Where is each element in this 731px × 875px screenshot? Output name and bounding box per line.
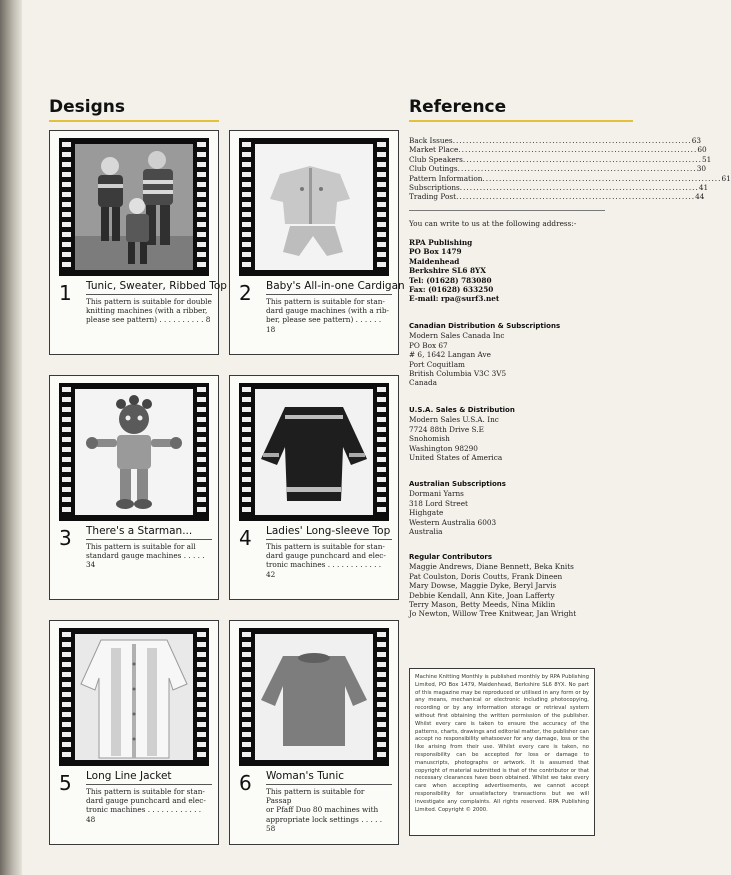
- australia-block: Australian Subscriptions Dormani Yarns 318 Lord Street Highgate Western Australia 6003 Australia: [409, 480, 609, 536]
- design-caption: [86, 525, 212, 570]
- reference-heading: Reference: [409, 97, 507, 117]
- design-photo-5: [75, 634, 193, 760]
- design-title: Ladies' Long-sleeve Top: [266, 525, 391, 537]
- design-description: This pattern is suitable for double knitting machines (with a ribber, please see pattern) . . . . . . . . . . 8: [86, 297, 212, 325]
- design-description: This pattern is suitable for all standard gauge machines . . . . . 34: [86, 542, 205, 570]
- reference-rule: [409, 120, 633, 122]
- usa-block: U.S.A. Sales & Distribution Modern Sales U.S.A. Inc 7724 88th Drive S.E Snohomish Washington 98290 United States of America: [409, 406, 609, 462]
- design-photo-6: [255, 634, 373, 760]
- section-subheading: Canadian Distribution & Subscriptions: [409, 322, 561, 330]
- designs-rule: [49, 120, 219, 122]
- design-photo-2: [255, 144, 373, 270]
- design-caption: [86, 280, 227, 325]
- film-strip: [59, 383, 209, 521]
- legal-notice-text: Machine Knitting Monthly is published monthly by RPA Publishing Limited, PO Box 1479, Maidenhead, Berkshire SL6 8YX. No part of this magazine may be reproduced or utilised in any form or by any means, mechanical or electronic including photocopying, recording or by any information storage or retrieval system without first obtaining the written permission of the publisher. Whilst every care is taken to ensure the accuracy of the patterns, charts, drawings and editorial matter, the publisher can accept no responsibility whatsoever for any damage, loss or the like arising from their use. Whilst every care is taken, no responsibility can be accepted for loss or damage to manuscripts, photographs or artwork. It is assumed that copyright of material submitted is that of the contributor or that necessary clearances have been obtained. Whilst we take every care when accepting advertisements, we cannot accept responsibility for unsatisfactory transactions but we will investigate any complaints. All rights reserved. RPA Publishing Limited. Copyright © 2000.: [415, 674, 589, 813]
- knitwear-photo-illustration: [75, 634, 193, 760]
- design-card-6[interactable]: [229, 620, 399, 845]
- design-title: Baby's All-in-one Cardigan: [266, 280, 405, 292]
- reference-index-row[interactable]: Market Place ..... 60: [409, 145, 605, 154]
- section-subheading: Australian Subscriptions: [409, 480, 506, 488]
- design-photo-4: [255, 389, 373, 515]
- reference-index: [409, 136, 731, 202]
- design-description: This pattern is suitable for stan- dard gauge punchcard and elec- tronic machines . . . . . . . . . . . . 48: [86, 787, 206, 824]
- design-caption: [266, 770, 392, 833]
- knitwear-photo-illustration: [255, 634, 373, 760]
- canada-block: Canadian Distribution & Subscriptions Modern Sales Canada Inc PO Box 67 # 6, 1642 Langan Ave Port Coquitlam British Columbia V3C 3V5 Canada: [409, 322, 609, 388]
- design-title: There's a Starman...: [86, 525, 193, 537]
- design-photo-1: [75, 144, 193, 270]
- design-number: 1: [59, 281, 72, 305]
- reference-index-row[interactable]: Club Outings ..... 30: [409, 164, 605, 173]
- design-caption: [266, 525, 392, 579]
- design-card-2[interactable]: [229, 130, 405, 355]
- design-description: This pattern is suitable for stan- dard gauge machines (with a rib- ber, please see pattern) . . . . . . 18: [266, 297, 390, 334]
- knitwear-photo-illustration: [255, 389, 373, 515]
- section-subheading: U.S.A. Sales & Distribution: [409, 406, 515, 414]
- design-number: 2: [239, 281, 252, 305]
- design-card-5[interactable]: [49, 620, 219, 845]
- film-strip: [239, 138, 389, 276]
- contributors-block: Regular Contributors Maggie Andrews, Diane Bennett, Beka Knits Pat Coulston, Doris Coutts, Frank Dineen Mary Dowse, Maggie Dyke, Beryl Jarvis Debbie Kendall, Ann Kite, Joan Lafferty Terry Mason, Betty Meeds, Nina Miklin Jo Newton, Willow Tree Knitwear, Jan Wright: [409, 553, 624, 619]
- design-title: Tunic, Sweater, Ribbed Top: [86, 280, 227, 292]
- divider: [409, 210, 605, 211]
- reference-index-row[interactable]: Club Speakers ..... 51: [409, 155, 605, 164]
- publisher-address: RPA Publishing PO Box 1479 Maidenhead Berkshire SL6 8YX Tel: (01628) 783080 Fax: (01628) 633250 E-mail: rpa@surf3.net: [409, 238, 609, 304]
- design-photo-3: [75, 389, 193, 515]
- reference-index-row[interactable]: Pattern Information ..... 61: [409, 174, 605, 183]
- design-description: This pattern is suitable for Passap or Pfaff Duo 80 machines with appropriate lock settings . . . . . 58: [266, 787, 383, 833]
- design-caption: [266, 280, 405, 334]
- reference-index-row[interactable]: Subscriptions ..... 41: [409, 183, 605, 192]
- design-card-3[interactable]: [49, 375, 219, 600]
- design-number: 6: [239, 771, 252, 795]
- film-strip: [59, 138, 209, 276]
- design-number: 5: [59, 771, 72, 795]
- film-strip: [239, 383, 389, 521]
- reference-index-row[interactable]: Back Issues ..... 63: [409, 136, 605, 145]
- legal-notice-box: [409, 668, 595, 836]
- write-intro: You can write to us at the following address:-: [409, 219, 577, 228]
- designs-heading: Designs: [49, 97, 125, 117]
- email-address[interactable]: E-mail: rpa@surf3.net: [409, 294, 500, 304]
- knitwear-photo-illustration: [255, 144, 373, 270]
- section-subheading: Regular Contributors: [409, 553, 493, 561]
- page-spine-shadow: [0, 0, 22, 875]
- design-number: 4: [239, 526, 252, 550]
- design-card-4[interactable]: [229, 375, 399, 600]
- design-number: 3: [59, 526, 72, 550]
- design-card-1[interactable]: [49, 130, 227, 355]
- design-title: Woman's Tunic: [266, 770, 345, 782]
- film-strip: [239, 628, 389, 766]
- design-title: Long Line Jacket: [86, 770, 172, 782]
- knitwear-photo-illustration: [75, 389, 193, 515]
- design-description: This pattern is suitable for stan- dard gauge punchcard and elec- tronic machines . . . . . . . . . . . . 42: [266, 542, 386, 579]
- knitwear-photo-illustration: [75, 144, 193, 270]
- design-caption: [86, 770, 212, 824]
- film-strip: [59, 628, 209, 766]
- reference-index-row[interactable]: Trading Post ..... 44: [409, 192, 605, 201]
